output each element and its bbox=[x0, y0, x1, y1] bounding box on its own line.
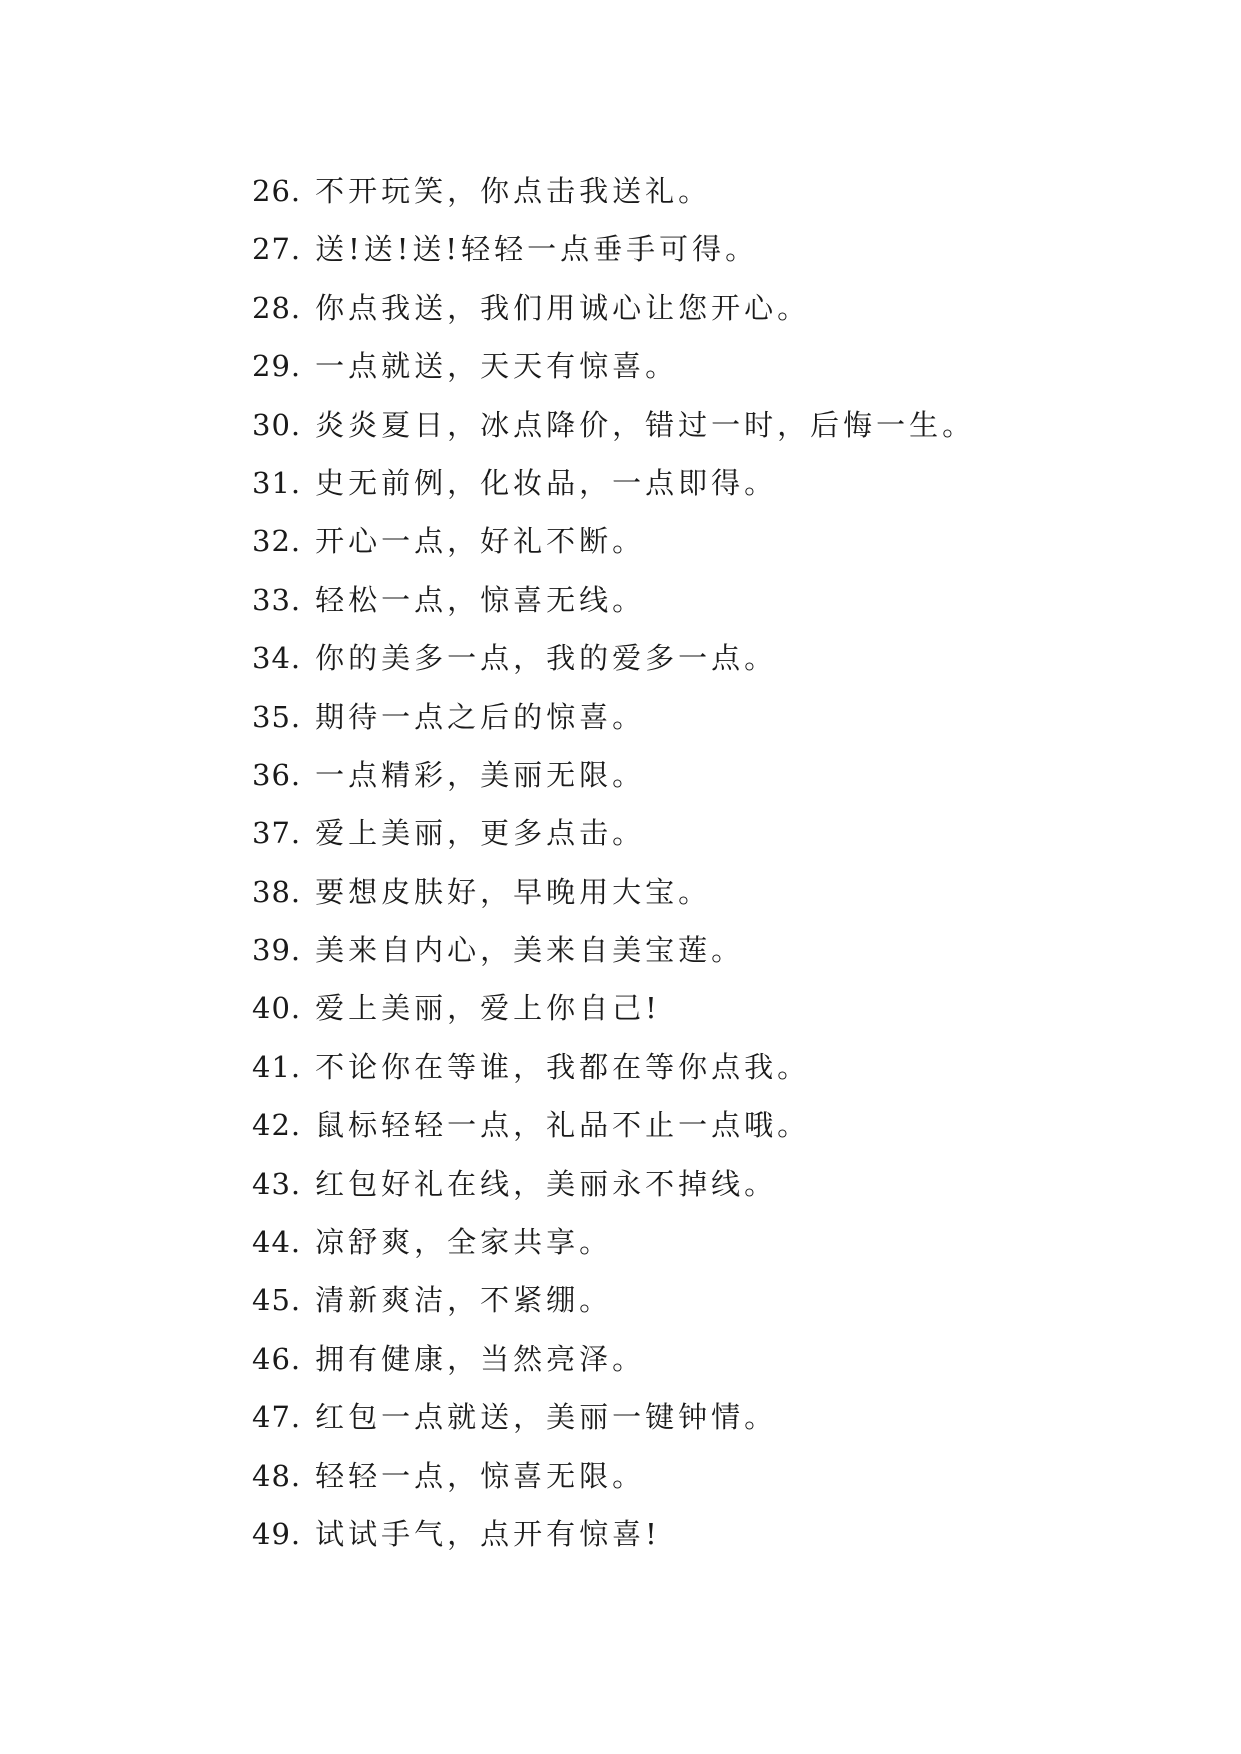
item-text: 拥有健康，当然亮泽。 bbox=[315, 1341, 646, 1376]
item-number: 28. bbox=[252, 290, 302, 325]
item-number: 27. bbox=[252, 232, 302, 267]
item-number: 45. bbox=[252, 1283, 302, 1318]
list-item bbox=[252, 454, 975, 512]
item-number: 37. bbox=[252, 816, 302, 851]
item-number: 31. bbox=[252, 465, 302, 500]
item-number: 39. bbox=[252, 933, 302, 968]
list-item bbox=[252, 279, 975, 337]
list-item bbox=[252, 571, 975, 629]
item-number: 33. bbox=[252, 582, 302, 617]
item-number: 32. bbox=[252, 524, 302, 559]
item-text: 轻松一点，惊喜无线。 bbox=[315, 582, 646, 617]
item-number: 29. bbox=[252, 349, 302, 384]
list-item bbox=[252, 512, 975, 570]
list-item bbox=[252, 1330, 975, 1388]
list-item bbox=[252, 1155, 975, 1213]
item-text: 开心一点，好礼不断。 bbox=[315, 524, 646, 559]
item-number: 38. bbox=[252, 874, 302, 909]
item-text: 红包一点就送，美丽一键钟情。 bbox=[315, 1400, 778, 1435]
item-number: 47. bbox=[252, 1400, 302, 1435]
item-number: 36. bbox=[252, 757, 302, 792]
list-item bbox=[252, 396, 975, 454]
list-item bbox=[252, 220, 975, 278]
list-item bbox=[252, 921, 975, 979]
item-text: 期待一点之后的惊喜。 bbox=[315, 699, 646, 734]
item-text: 你的美多一点，我的爱多一点。 bbox=[315, 641, 778, 676]
item-text: 送!送!送!轻轻一点垂手可得。 bbox=[315, 232, 759, 267]
item-number: 43. bbox=[252, 1166, 302, 1201]
item-number: 34. bbox=[252, 641, 302, 676]
item-number: 41. bbox=[252, 1049, 302, 1084]
list-item bbox=[252, 804, 975, 862]
list-item bbox=[252, 629, 975, 687]
item-number: 44. bbox=[252, 1225, 302, 1260]
item-number: 48. bbox=[252, 1458, 302, 1493]
list-item bbox=[252, 1505, 975, 1563]
list-item bbox=[252, 746, 975, 804]
item-text: 美来自内心，美来自美宝莲。 bbox=[315, 933, 745, 968]
item-text: 鼠标轻轻一点，礼品不止一点哦。 bbox=[315, 1108, 811, 1143]
list-item bbox=[252, 1271, 975, 1329]
item-text: 要想皮肤好，早晚用大宝。 bbox=[315, 874, 712, 909]
item-text: 不论你在等谁，我都在等你点我。 bbox=[315, 1049, 811, 1084]
item-text: 轻轻一点，惊喜无限。 bbox=[315, 1458, 646, 1493]
item-text: 红包好礼在线，美丽永不掉线。 bbox=[315, 1166, 778, 1201]
list-item bbox=[252, 979, 975, 1037]
list-item bbox=[252, 863, 975, 921]
item-number: 26. bbox=[252, 174, 302, 208]
list-item bbox=[252, 1213, 975, 1271]
item-text: 爱上美丽，更多点击。 bbox=[315, 816, 646, 851]
item-number: 35. bbox=[252, 699, 302, 734]
item-text: 炎炎夏日，冰点降价，错过一时，后悔一生。 bbox=[315, 407, 976, 442]
item-text: 一点精彩，美丽无限。 bbox=[315, 757, 646, 792]
list-item bbox=[252, 1447, 975, 1505]
item-number: 49. bbox=[252, 1516, 302, 1551]
list-item bbox=[252, 162, 975, 220]
item-text: 不开玩笑，你点击我送礼。 bbox=[315, 174, 712, 208]
list-item bbox=[252, 1388, 975, 1446]
list-item bbox=[252, 337, 975, 395]
item-number: 42. bbox=[252, 1108, 302, 1143]
item-text: 一点就送，天天有惊喜。 bbox=[315, 349, 679, 384]
item-number: 30. bbox=[252, 407, 302, 442]
list-item bbox=[252, 1038, 975, 1096]
list-item bbox=[252, 688, 975, 746]
slogan-list bbox=[252, 162, 975, 1563]
item-text: 你点我送，我们用诚心让您开心。 bbox=[315, 290, 811, 325]
item-text: 试试手气，点开有惊喜! bbox=[315, 1516, 661, 1551]
item-text: 清新爽洁，不紧绷。 bbox=[315, 1283, 613, 1318]
item-number: 46. bbox=[252, 1341, 302, 1376]
item-number: 40. bbox=[252, 991, 302, 1026]
item-text: 凉舒爽，全家共享。 bbox=[315, 1225, 613, 1260]
list-item bbox=[252, 1096, 975, 1154]
item-text: 史无前例，化妆品，一点即得。 bbox=[315, 465, 778, 500]
item-text: 爱上美丽，爱上你自己! bbox=[315, 991, 661, 1026]
